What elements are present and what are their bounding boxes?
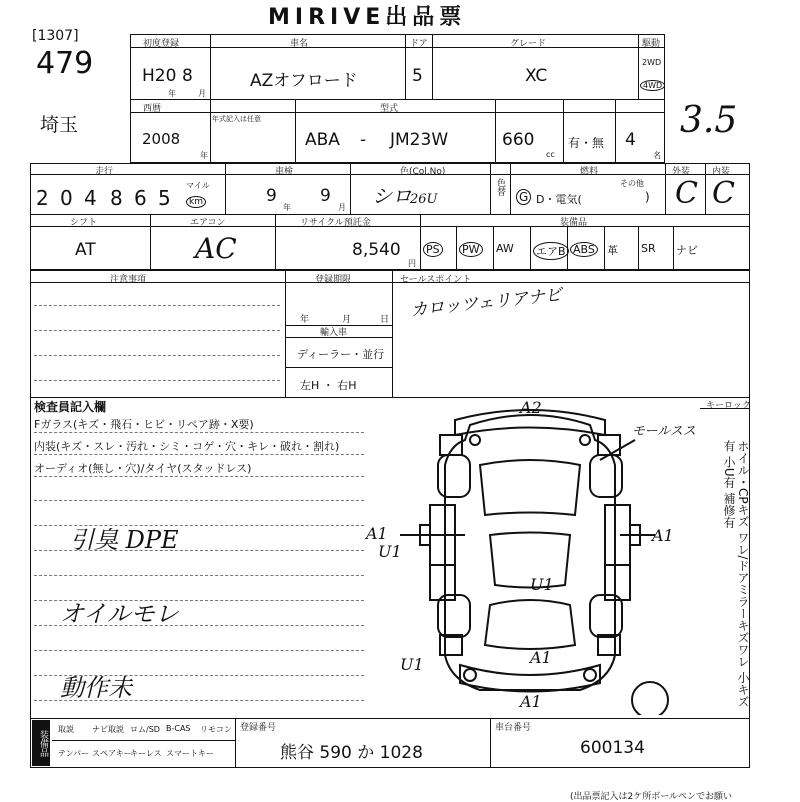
grade-header: グレード [510, 39, 547, 49]
turbo-choice: 有・無 [568, 136, 605, 150]
mileage-digit-6: 5 [158, 186, 171, 210]
fuel-options: D・電気( [536, 193, 582, 206]
mark-u1-roof: U1 [530, 575, 554, 594]
prefecture: 埼玉 [40, 114, 79, 136]
equipment-item: ナビ [676, 244, 698, 257]
inspector-line-interior: 内装(キズ・スレ・汚れ・シミ・コゲ・穴・キレ・破れ・割れ) [34, 440, 340, 453]
interior-grade: C [712, 176, 735, 211]
right-column-notes: ホイル・CPキズ ワレ/ドアミラーキズワレ 小キズ有 小U有 補修有 [722, 440, 750, 708]
first-reg-header: 初度登録 [143, 39, 180, 49]
shift-header: シフト [70, 218, 98, 228]
fuel-other: その他 [620, 179, 644, 188]
name-header: 車名 [290, 39, 309, 49]
equipment-item: SR [641, 242, 656, 255]
exterior-header: 外装 [672, 167, 691, 177]
interior-header: 内装 [712, 167, 731, 177]
inspection-month: 9 [320, 186, 331, 206]
footer-note: (出品票記入は2ケ所ボールペンでお願い [570, 792, 733, 802]
reg-month-mark: 月 [342, 315, 352, 325]
key-lock-header: キーロック [706, 401, 751, 411]
model-dash: - [360, 130, 367, 150]
mileage-header: 走行 [95, 167, 114, 177]
equipment-item: PS [423, 242, 443, 257]
registration-limit-header: 登録期限 [315, 275, 352, 285]
mark-a2-rear: A2 [520, 398, 542, 417]
mileage-digit-2: 0 [60, 186, 73, 210]
ac-header: エアコン [190, 218, 226, 228]
fuel-close: ) [645, 190, 650, 204]
equipment-item: 革 [607, 244, 618, 257]
handwritten-score: 3.5 [680, 100, 738, 141]
exterior-grade: C [675, 176, 698, 211]
door-count: 5 [412, 66, 423, 86]
displacement-unit: cc [546, 150, 555, 159]
reg-day-mark: 日 [380, 315, 390, 325]
document-title: MIRIVE出品票 [268, 5, 467, 30]
mileage-digit-3: 4 [84, 186, 97, 210]
model-code: JM23W [390, 130, 449, 150]
mark-molding: モールスス [632, 424, 696, 439]
handwritten-note-operation: 動作未 [60, 674, 132, 702]
color-change-mark: 色替 [495, 178, 505, 196]
month-mark: 月 [198, 89, 206, 98]
frame-number: 600134 [580, 738, 645, 758]
inspection-year: 9 [266, 186, 277, 206]
recycle-amount: 8,540 [352, 240, 401, 260]
bottom-item-bottom: テンパー [58, 749, 90, 758]
year-mark: 年 [168, 89, 176, 98]
inspector-line-glass: Fガラス(キズ・飛石・ヒビ・リペア跡・X要) [34, 418, 254, 431]
handwritten-note-oil-leak: オイルモレ [60, 600, 179, 628]
inspector-header: 検査員記入欄 [34, 400, 107, 414]
mark-a1-hood: A1 [530, 648, 552, 667]
lot-code: [1307] [32, 28, 79, 44]
bottom-item-top: 取説 [58, 725, 74, 734]
grade: XC [525, 66, 548, 86]
steering-side: 左H ・ 右H [300, 379, 357, 392]
equipment-header: 装備品 [560, 218, 588, 228]
inspection-header: 車検 [275, 167, 294, 177]
western-year-mark: 年 [200, 151, 208, 160]
mileage-digit-4: 8 [110, 186, 123, 210]
lot-number: 479 [36, 46, 94, 81]
capacity: 4 [625, 130, 636, 150]
inspector-line-audio: オーディオ(無し・穴)/タイヤ(スタッドレス) [34, 462, 252, 475]
fuel-gasoline: G [516, 189, 531, 205]
model-header: 型式 [380, 104, 399, 114]
bottom-item-bottom: スペアキー [92, 749, 132, 758]
model-prefix: ABA [305, 130, 340, 150]
shift-value: AT [75, 240, 96, 260]
plate-number: 熊谷 590 か 1028 [280, 743, 423, 763]
bottom-item-bottom: キーレス [130, 749, 162, 758]
sales-point-text: カロッツェリアナビ [409, 285, 563, 321]
fuel-header: 燃料 [580, 167, 599, 177]
equipment-item: AW [496, 242, 514, 255]
handwritten-note-odor: 引臭 DPE [70, 526, 179, 554]
car-damage-diagram [360, 395, 700, 715]
caution-header: 注意事項 [110, 275, 147, 285]
color-header: 色(Col.No) [400, 167, 446, 177]
import-type: ディーラー・並行 [297, 348, 385, 361]
inspection-month-mark: 月 [338, 203, 346, 212]
sales-point-header: セールスポイント [400, 275, 472, 285]
reg-year-mark: 年 [300, 315, 310, 325]
color-code: 26U [410, 192, 438, 207]
mileage-digit-5: 6 [134, 186, 147, 210]
equipment-item: PW [459, 242, 483, 257]
equipment-item: エアB [533, 242, 569, 260]
first-reg-month: 8 [182, 66, 193, 86]
drive-2wd: 2WD [642, 58, 662, 67]
inspection-year-mark: 年 [283, 203, 291, 212]
drive-header: 駆動 [642, 39, 661, 49]
capacity-unit: 名 [653, 151, 661, 160]
car-name: AZオフロード [250, 71, 358, 91]
door-header: ドア [410, 39, 428, 49]
notes-frame [30, 270, 750, 398]
western-year-note: 年式記入は任意 [212, 115, 261, 123]
bottom-item-top: ナビ取説 [92, 725, 124, 734]
plate-header: 登録番号 [240, 723, 277, 733]
import-header: 輸入車 [320, 328, 348, 338]
frame-number-header: 車台番号 [495, 723, 532, 733]
bottom-side-label: 装備品 [32, 720, 50, 766]
bottom-item-bottom: スマートキー [166, 749, 214, 758]
drive-4wd: 4WD [640, 80, 665, 91]
western-year-header: 西暦 [143, 104, 162, 114]
mileage-unit-km: km [186, 196, 206, 208]
mark-a1-right: A1 [652, 526, 674, 545]
western-year: 2008 [142, 130, 181, 148]
bottom-item-top: B-CAS [166, 724, 191, 733]
displacement: 660 [502, 130, 535, 150]
first-reg-era: H20 [142, 66, 177, 86]
ac-value: AC [195, 232, 237, 265]
recycle-header: リサイクル預託金 [300, 218, 371, 228]
mark-a1-front: A1 [520, 692, 542, 711]
mileage-unit-mile: マイル [186, 181, 210, 190]
mark-u1-left: U1 [378, 542, 402, 561]
equipment-item: ABS [570, 242, 598, 257]
color-handwritten: シロ [372, 184, 412, 208]
mileage-digit-1: 2 [36, 186, 49, 210]
mark-u1-front-left: U1 [400, 655, 424, 674]
bottom-item-top: ロム/SD [130, 725, 160, 734]
recycle-yen: 円 [408, 259, 416, 268]
mark-a1-left: A1 [366, 524, 388, 543]
bottom-item-top: リモコン [200, 725, 232, 734]
